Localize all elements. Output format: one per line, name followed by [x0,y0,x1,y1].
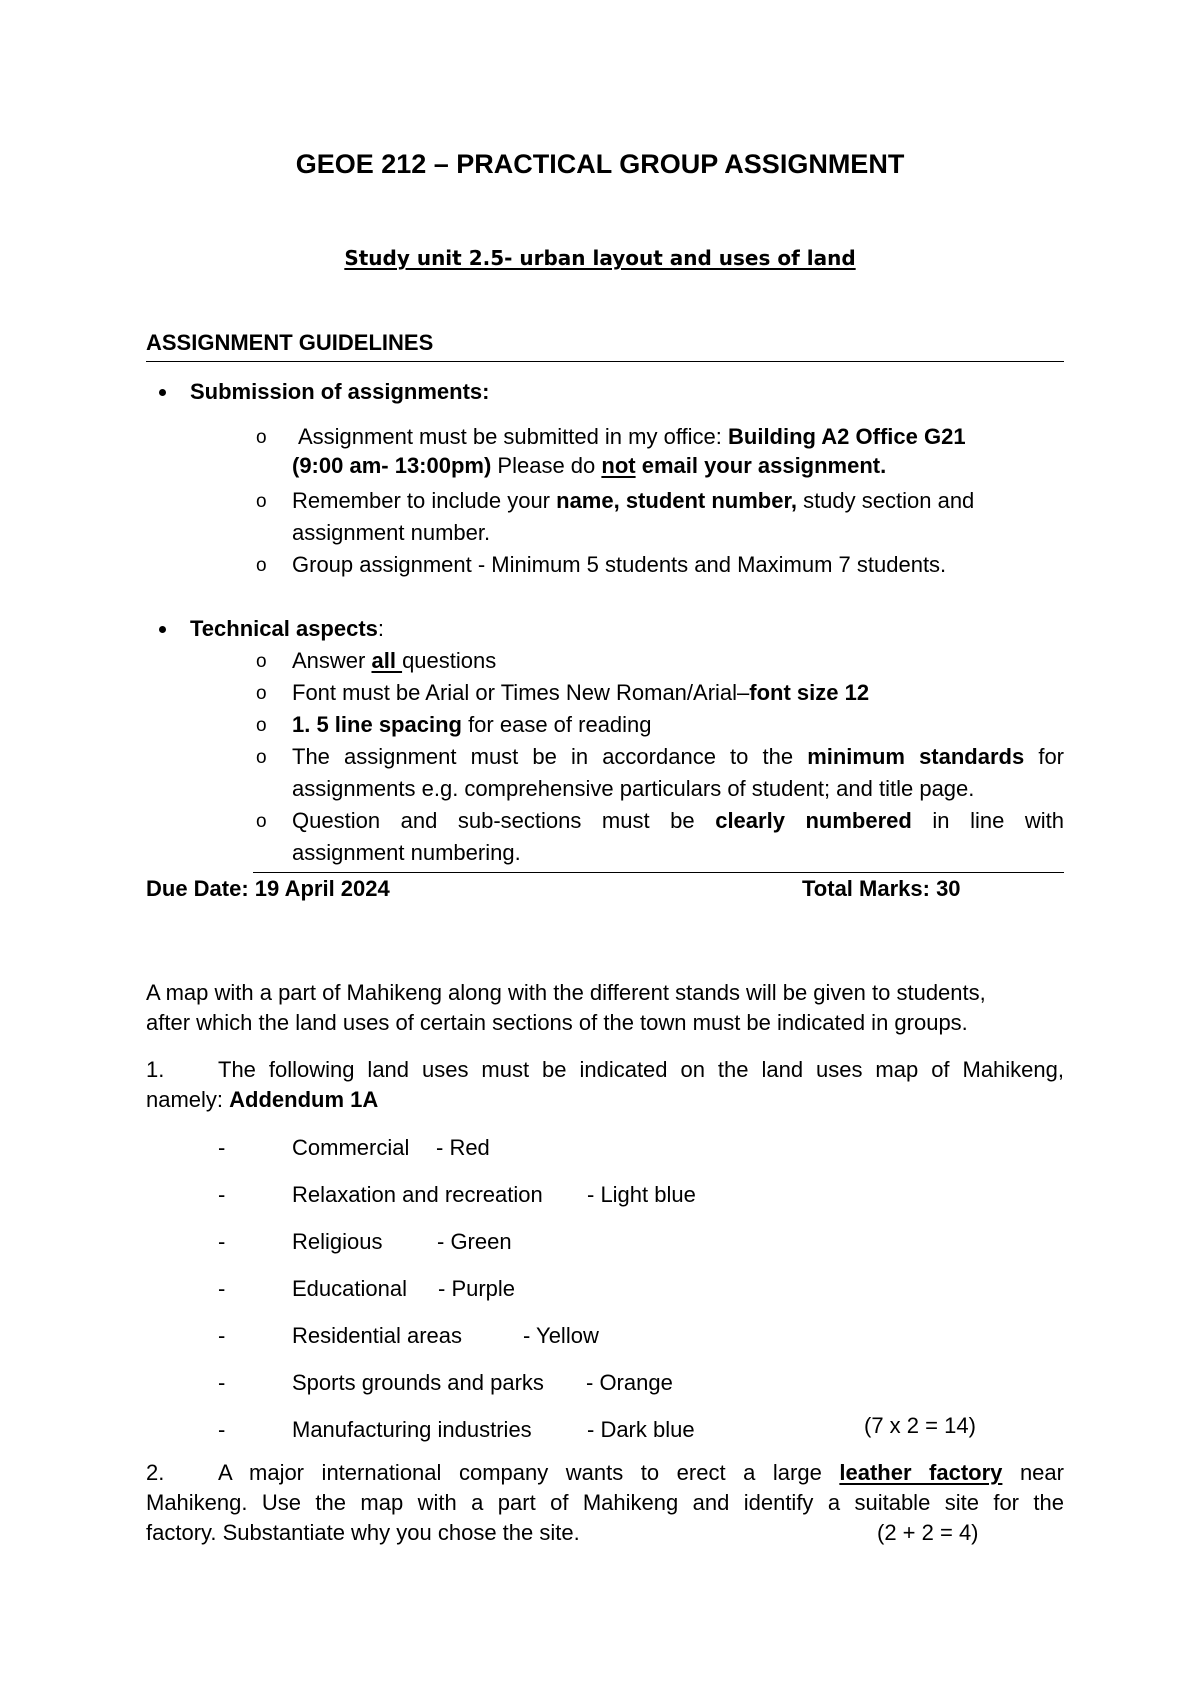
technical-heading: Technical aspects: [190,616,385,641]
land-use-color: - Orange [586,1370,673,1395]
land-use-name: Relaxation and recreation [292,1182,543,1207]
question-2-line-1: A major international company wants to erect a large leather factory near [218,1460,1064,1485]
circle-bullet-icon: o [256,715,267,736]
land-use-name: Religious [292,1229,383,1254]
land-use-dash: - [218,1370,226,1395]
question-1-number: 1. [146,1057,165,1082]
land-use-color: - Yellow [523,1323,599,1348]
circle-bullet-icon: o [256,747,267,768]
document-title: GEOE 212 – PRACTICAL GROUP ASSIGNMENT [295,149,905,179]
circle-bullet-icon: o [256,811,267,832]
land-use-dash: - [218,1229,226,1254]
technical-item-5-line-2: assignment numbering. [292,840,521,865]
total-marks: Total Marks: 30 [802,876,961,901]
question-2-line-2: Mahikeng. Use the map with a part of Mahikeng and identify a suitable site for the [146,1490,1064,1515]
technical-item-3: 1. 5 line spacing for ease of reading [292,712,652,737]
technical-item-5-line-1: Question and sub-sections must be clearly numbered in line with [292,808,1065,833]
technical-item-1: Answer all questions [292,648,497,673]
study-unit-subtitle: Study unit 2.5- urban layout and uses of land [344,246,856,270]
intro-line-2: after which the land uses of certain sections of the town must be indicated in groups. [146,1010,968,1035]
submission-item-1-line-2: (9:00 am- 13:00pm) Please do not email your assignment. [292,453,887,478]
submission-item-2-line-1: Remember to include your name, student number, study section and [292,488,975,513]
technical-item-2: Font must be Arial or Times New Roman/Arial–font size 12 [292,680,870,705]
submission-heading: Submission of assignments: [190,379,490,404]
circle-bullet-icon: o [256,555,267,576]
due-date-rule [253,872,1064,873]
circle-bullet-icon: o [256,427,267,448]
question-2-line-3: factory. Substantiate why you chose the site. [146,1520,580,1545]
due-date: Due Date: 19 April 2024 [146,876,390,901]
submission-item-1-line-1: Assignment must be submitted in my office: Building A2 Office G21 [298,424,966,449]
question-2-number: 2. [146,1460,165,1485]
land-use-dash: - [218,1182,226,1207]
land-use-color: - Purple [438,1276,516,1301]
question-1-line-2: namely: Addendum 1A [146,1087,379,1112]
land-use-name: Manufacturing industries [292,1417,532,1442]
bullet-icon [159,389,166,396]
land-use-name: Educational [292,1276,407,1301]
land-use-dash: - [218,1323,226,1348]
intro-line-1: A map with a part of Mahikeng along with the different stands will be given to students, [146,980,986,1005]
heading-rule [146,361,1064,362]
land-use-name: Residential areas [292,1323,462,1348]
land-use-dash: - [218,1417,226,1442]
land-use-color: - Dark blue [587,1417,695,1442]
submission-item-2-line-2: assignment number. [292,520,491,545]
technical-item-4-line-1: The assignment must be in accordance to the minimum standards for [292,744,1065,769]
circle-bullet-icon: o [256,683,267,704]
land-use-color: - Light blue [587,1182,696,1207]
land-use-name: Commercial [292,1135,410,1160]
circle-bullet-icon: o [256,651,267,672]
circle-bullet-icon: o [256,491,267,512]
land-use-color: - Red [436,1135,490,1160]
submission-item-3: Group assignment - Minimum 5 students and Maximum 7 students. [292,552,947,577]
land-use-dash: - [218,1276,226,1301]
land-use-name: Sports grounds and parks [292,1370,544,1395]
bullet-icon [159,626,166,633]
question-1-marks: (7 x 2 = 14) [864,1413,976,1438]
land-use-dash: - [218,1135,226,1160]
question-1-line-1: The following land uses must be indicated on the land uses map of Mahikeng, [218,1057,1064,1082]
guidelines-heading: ASSIGNMENT GUIDELINES [146,330,434,355]
land-use-color: - Green [437,1229,512,1254]
question-2-marks: (2 + 2 = 4) [877,1520,979,1545]
technical-item-4-line-2: assignments e.g. comprehensive particulars of student; and title page. [292,776,975,801]
